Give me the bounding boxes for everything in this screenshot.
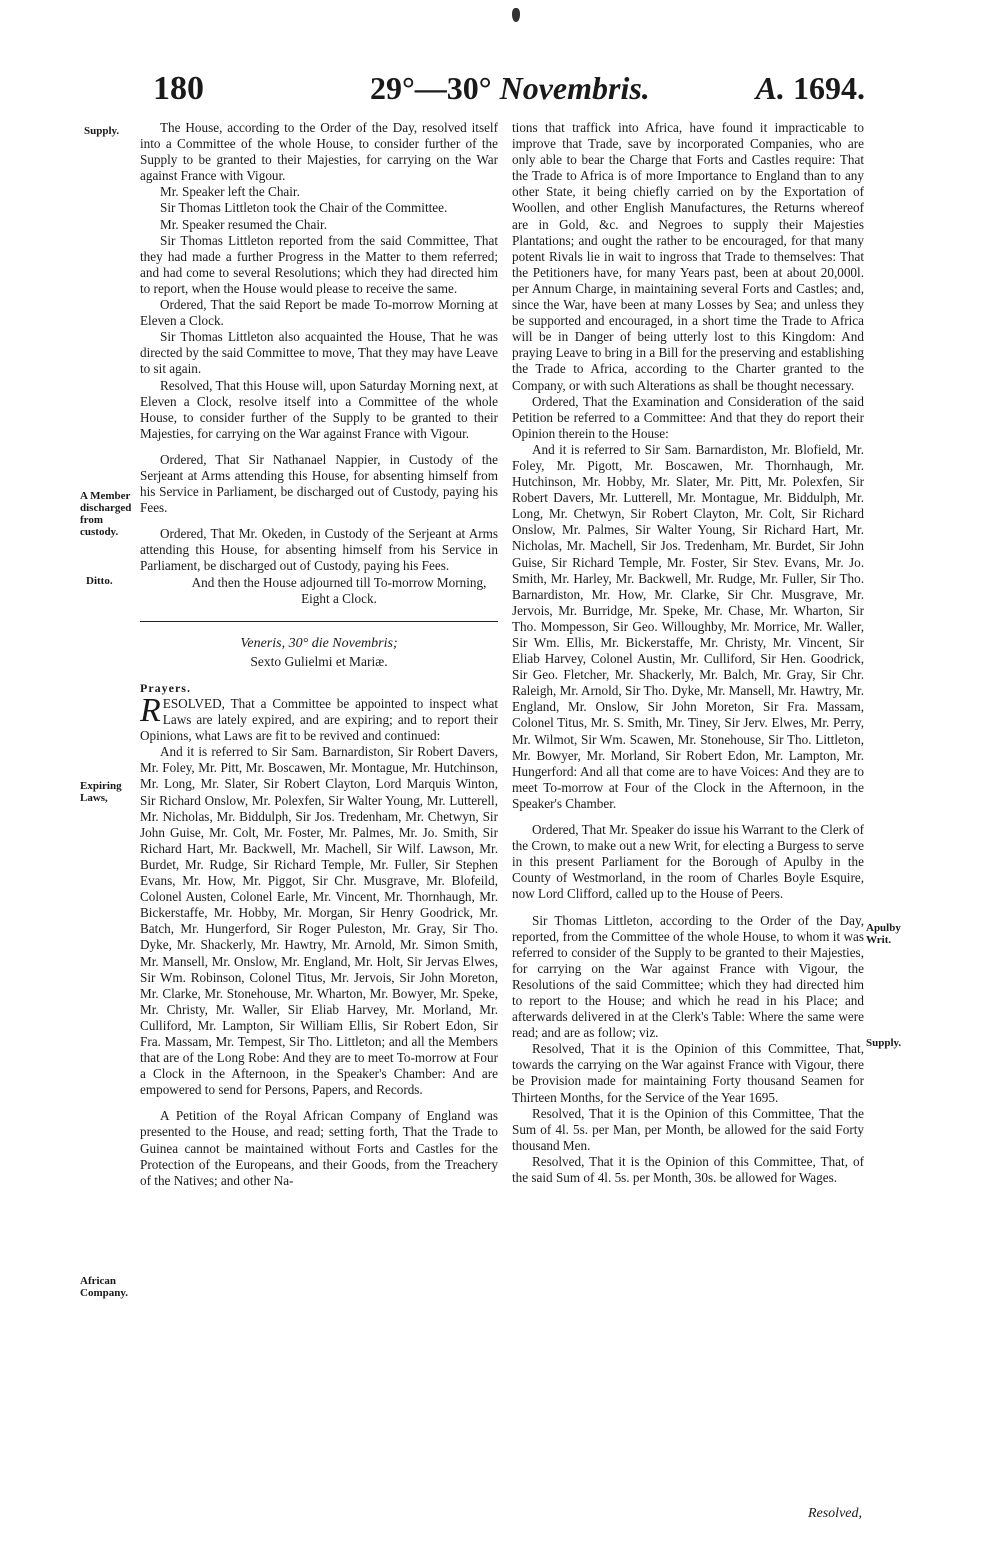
paragraph: Ordered, That Sir Nathanael Nappier, in Custody of the Serjeant at Arms attending this House, for absenting himself from his Service in Parliament, be discharged out of Custody, paying his Fees. <box>140 451 498 516</box>
paragraph: Resolved, That it is the Opinion of this Committee, That, towards the carrying on the War against France with Vigour, there be Provision made for maintaining Forty thousand Seamen for Thirteen Months, for the Service of the Year 1695. <box>512 1041 864 1105</box>
header-date-prefix: 29°—30° <box>370 70 492 106</box>
paragraph: Resolved, That it is the Opinion of this Committee, That the Sum of 4l. 5s. per Man, per Month, be allowed for the said Forty thousand Men. <box>512 1105 864 1153</box>
paragraph: Sir Thomas Littleton also acquainted the House, That he was directed by the said Committee to move, That they may have Leave to sit again. <box>140 329 498 377</box>
paragraph-text: ESOLVED, That a Committee be appointed to inspect what Laws are lately expired, and are expiring; and to report their Opinions, what Laws are fit to be revived and continued: <box>140 696 498 744</box>
margin-note-apulby-writ: Apulby Writ. <box>866 922 901 946</box>
paragraph: Ordered, That Mr. Speaker do issue his Warrant to the Clerk of the Crown, to make out a new Writ, for electing a Burgess to serve in this present Parliament for the Borough of Apulby in the County of Westmorland, in the room of Charles Boyle Esquire, now Lord Clifford, called up to the House of Peers. <box>512 822 864 902</box>
day-subheading: Sexto Gulielmi et Mariæ. <box>250 653 388 669</box>
page-mark <box>512 8 520 22</box>
header-date-word: Novembris. <box>499 70 650 106</box>
margin-note-expiring-laws: Expiring Laws, <box>80 780 122 804</box>
page-header <box>145 62 865 110</box>
catchword: Resolved, <box>807 1506 862 1521</box>
prayers-heading: Prayers. <box>140 680 191 695</box>
paragraph: A Petition of the Royal African Company of England was presented to the House, and read; setting forth, That the Trade to Guinea cannot be maintained without Forts and Castles for the Protection of the Europeans, and their Goods, from the Treachery of the Natives; and other Na- <box>140 1108 498 1188</box>
left-column <box>140 120 498 1189</box>
paragraph: Sir Thomas Littleton, according to the Order of the Day, reported, from the Committee of the whole House, to whom it was referred to consider of the Supply to be granted to their Majesties, for carrying on the War against France with Vigour, the Resolutions of the said Committee; which they had directed him to report to the House; and which he read in his Place; and afterwards delivered in at the Clerk's Table: Where the same were read; and are as follow; viz. <box>512 912 864 1041</box>
right-column <box>512 120 864 1186</box>
paragraph: Ordered, That Mr. Okeden, in Custody of the Serjeant at Arms attending this House, for absenting himself from his Service in Parliament, be discharged out of Custody, paying his Fees. <box>140 526 498 574</box>
day-heading: Veneris, 30° die Novembris; <box>240 635 398 651</box>
paragraph: Ordered, That the Examination and Consideration of the said Petition be referred to a Committee: And that they do report their Opinion therein to the House: <box>512 393 864 441</box>
paragraph: And it is referred to Sir Sam. Barnardiston, Sir Robert Davers, Mr. Foley, Mr. Pitt, Mr. Boscawen, Mr. Montague, Mr. Hutchinson, Mr. Long, Mr. Slater, Sir Robert Clayton, Lord Marquis Winton, Sir Richard Onslow, Mr. Polexfen, Sir Walter Young, Mr. Lutterell, Mr. Nicholas, Mr. Biddulph, Sir Jos. Tredenham, Mr. Chetwyn, Sir John Guise, Mr. Colt, Mr. Foster, Mr. Palmes, Mr. Jo. Smith, Sir Richard Hart, Mr. Backwell, Mr. Machell, Sir Wilf. Lawson, Mr. Burdet, Mr. Rudge, Sir Richard Temple, Mr. Fuller, Sir Stephen Evans, Mr. How, Mr. Piggot, Sir Chr. Musgrave, Mr. Blofeild, Colonel Austen, Colonel Earle, Mr. Vincent, Mr. Thornhaugh, Mr. Bickerstaffe, Mr. Hobby, Mr. Morgan, Sir Henry Goodrick, Mr. Batch, Mr. Hungerford, Sir Roger Puleston, Mr. Gray, Sir Tho. Dyke, Mr. Shackerly, Mr. Hawtry, Mr. Arnold, Mr. Simon Smith, Mr. Mansell, Mr. Onslow, Mr. England, Mr. Holt, Sir Jervas Elwes, Sir Wm. Robinson, Colonel Titus, Mr. Jervois, Sir John Moreton, Mr. Clarke, Mr. Stonehouse, Mr. Wharton, Mr. Bowyer, Mr. Speke, Mr. Christy, Mr. Waller, Sir Eliab Harvey, Mr. Morland, Mr. Culliford, Mr. Lampton, Sir William Ellis, Sir Robert Edon, Sir Fra. Massam, Mr. Tempest, Sir Tho. Littleton; and all the Members that are of the Long Robe: And they are to meet To-morrow at Four a Clock in the Afternoon, in the Speaker's Chamber: And are empowered to send for Persons, Papers, and Records. <box>140 744 498 1098</box>
paragraph: Mr. Speaker left the Chair. <box>160 184 300 200</box>
margin-note-ditto: Ditto. <box>86 575 113 587</box>
paragraph: Ordered, That the said Report be made To-morrow Morning at Eleven a Clock. <box>140 297 498 329</box>
margin-note-african-company: African Company. <box>80 1275 128 1299</box>
paragraph: Sir Thomas Littleton took the Chair of the Committee. <box>160 200 448 216</box>
paragraph: The House, according to the Order of the Day, resolved itself into a Committee of the whole House, to consider further of the Supply to be granted to their Majesties, for carrying on the War against France with Vigour. <box>140 120 498 184</box>
paragraph-resolved <box>140 692 498 744</box>
paragraph: tions that traffick into Africa, have found it impracticable to improve that Trade, save by incorporated Companies, who are only able to bear the Charge that Forts and Castles require: That the Trade to Africa is of more Importance to England than to any other State, it being chiefly carried on by the Exportation of Woollen, and other English Manufactures, the Returns whereof are in Gold, &c. and Negroes to supply their Majesties Plantations; and ought the rather to be encouraged, for that many potent Rivals lie in wait to ingross that Trade to themselves: That the Petitioners have, for many Years past, been at about 20,000l. per Annum Charge, in maintaining several Forts and Castles; and, since the War, have been at many Losses by Sea; and unless they be supported and encouraged, in a short time the Trade to Africa will be in Danger of being utterly lost to this Kingdom: And praying Leave to bring in a Bill for the preserving and establishing the Trade to Africa, according to the Charter granted to the Company, or with such Alterations as shall be thought necessary. <box>512 120 864 393</box>
margin-note-member-discharged: A Member discharged from custody. <box>80 490 132 538</box>
header-year <box>756 70 865 107</box>
margin-note-supply: Supply. <box>84 125 120 137</box>
paragraph: Mr. Speaker resumed the Chair. <box>160 216 327 232</box>
header-date <box>370 70 650 107</box>
paragraph: Resolved, That this House will, upon Saturday Morning next, at Eleven a Clock, resolve itself into a Committee of the whole House, to consider further of the Supply to be granted to their Majesties, for carrying on the War against France with Vigour. <box>140 377 498 441</box>
margin-note-supply-2: Supply. <box>866 1037 902 1049</box>
paragraph: Sir Thomas Littleton reported from the said Committee, That they had made a further Progress in the Matter to them referred; and had come to several Resolutions; which they had directed him to report, when the House would please to receive the same. <box>140 232 498 296</box>
drop-cap: R <box>140 692 161 729</box>
adjournment: And then the House adjourned till To-morrow Morning, Eight a Clock. <box>191 574 487 606</box>
section-divider <box>140 621 498 622</box>
page-number: 180 <box>153 70 204 107</box>
paragraph: And it is referred to Sir Sam. Barnardiston, Mr. Blofield, Mr. Foley, Mr. Pigott, Mr. Boscawen, Mr. Thornhaugh, Mr. Hutchinson, Mr. Hobby, Mr. Slater, Mr. Pitt, Mr. Polexfen, Sir Robert Davers, Mr. Lutterell, Mr. Montague, Mr. Biddulph, Mr. Long, Mr. Chetwyn, Sir Robert Clayton, Mr. Colt, Sir Richard Onslow, Mr. Palmes, Sir Walter Young, Sir Richard Hart, Mr. Nicholas, Mr. Machell, Sir Jos. Tredenham, Mr. Burdet, Sir John Guise, Sir Richard Temple, Mr. Foster, Sir Stev. Evans, Mr. Jo. Smith, Mr. Harley, Mr. Backwell, Mr. Rudge, Mr. Fuller, Sir Tho. Barnardiston, Mr. How, Mr. Clarke, Sir Chr. Musgrave, Mr. Jervois, Mr. Burridge, Mr. Speke, Mr. Chase, Mr. Wharton, Sir Tho. Mompesson, Sir Geo. Willoughby, Mr. Morrice, Mr. Waller, Sir Wm. Ellis, Mr. Bickerstaffe, Mr. Christy, Mr. Vincent, Sir Eliab Harvey, Colonel Austin, Mr. Culliford, Sir Hen. Goodrick, Sir Geo. Fletcher, Mr. Shackerly, Mr. Balch, Mr. Gray, Sir Chr. Raleigh, Mr. Arnold, Sir Tho. Dyke, Mr. Mansell, Mr. Hawtry, Mr. England, Mr. Onslow, Sir John Moreton, Sir Fra. Massam, Colonel Titus, Mr. S. Smith, Mr. Tiney, Sir Jerv. Elwes, Mr. Perry, Mr. Wilmot, Sir Wm. Scawen, Mr. Stonehouse, Sir Tho. Littleton, Mr. Bowyer, Mr. Morland, Sir Robert Edon, Mr. Lampton, Mr. Hungerford: And all that come are to have Voices: And they are to meet To-morrow at Four of the Clock in the Afternoon, in the Speaker's Chamber. <box>512 441 864 811</box>
header-year-value: 1694. <box>793 70 865 106</box>
header-year-prefix: A. <box>755 70 785 106</box>
paragraph: Resolved, That it is the Opinion of this Committee, That, of the said Sum of 4l. 5s. per Month, 30s. be allowed for Wages. <box>512 1153 864 1185</box>
